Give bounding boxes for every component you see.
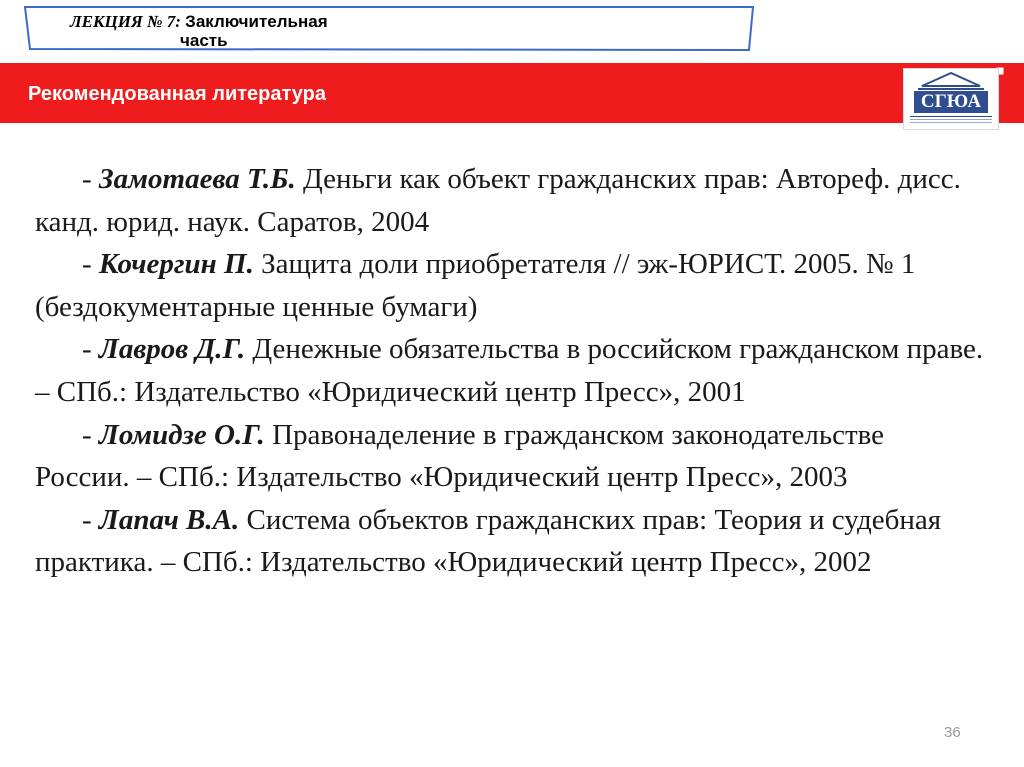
entry-dash: - [82, 248, 99, 281]
entry-author: Замотаева Т.Б. [98, 163, 296, 195]
entry-dash: - [82, 503, 99, 536]
entry-author: Лавров Д.Г. [98, 333, 246, 366]
lecture-heading [70, 12, 328, 50]
lecture-title-line2: часть [180, 31, 228, 50]
lecture-banner [22, 5, 756, 52]
list-item [35, 158, 985, 243]
university-logo [903, 68, 999, 130]
page-title: Рекомендованная литература [28, 83, 326, 105]
logo-caption-lines [910, 116, 992, 125]
entry-text: Система объектов гражданских прав: Теория и судебная практика. – СПб.: Издательство «Юридический центр Пресс», 2002 [35, 503, 942, 579]
literature-list [35, 158, 985, 584]
page-number: 36 [944, 724, 961, 741]
entry-text: Деньги как объект гражданских прав: Автореф. дисс. канд. юрид. наук. Саратов, 2004 [35, 163, 961, 238]
lecture-number: ЛЕКЦИЯ № 7: [70, 12, 181, 31]
logo-text: СГЮА [914, 91, 988, 113]
entry-author: Кочергин П. [98, 248, 254, 281]
entry-author: Ломидзе О.Г. [98, 418, 265, 451]
list-item [35, 499, 985, 584]
entry-text: Денежные обязательства в российском гражданском праве. – СПб.: Издательство «Юридический центр Пресс», 2001 [35, 333, 984, 408]
list-item [35, 328, 985, 413]
entry-text: Защита доли приобретателя // эж-ЮРИСТ. 2005. № 1 (бездокументарные ценные бумаги) [35, 248, 916, 323]
building-icon [904, 69, 998, 91]
entry-author: Лапач В.А. [98, 503, 240, 536]
list-item [35, 243, 985, 328]
lecture-title-line1: Заключительная [185, 12, 328, 31]
entry-dash: - [82, 333, 99, 366]
list-item [35, 414, 985, 499]
entry-text: Правонаделение в гражданском законодательстве России. – СПб.: Издательство «Юридический центр Пресс», 2003 [35, 418, 885, 494]
entry-dash: - [82, 418, 99, 451]
entry-dash: - [82, 163, 99, 195]
